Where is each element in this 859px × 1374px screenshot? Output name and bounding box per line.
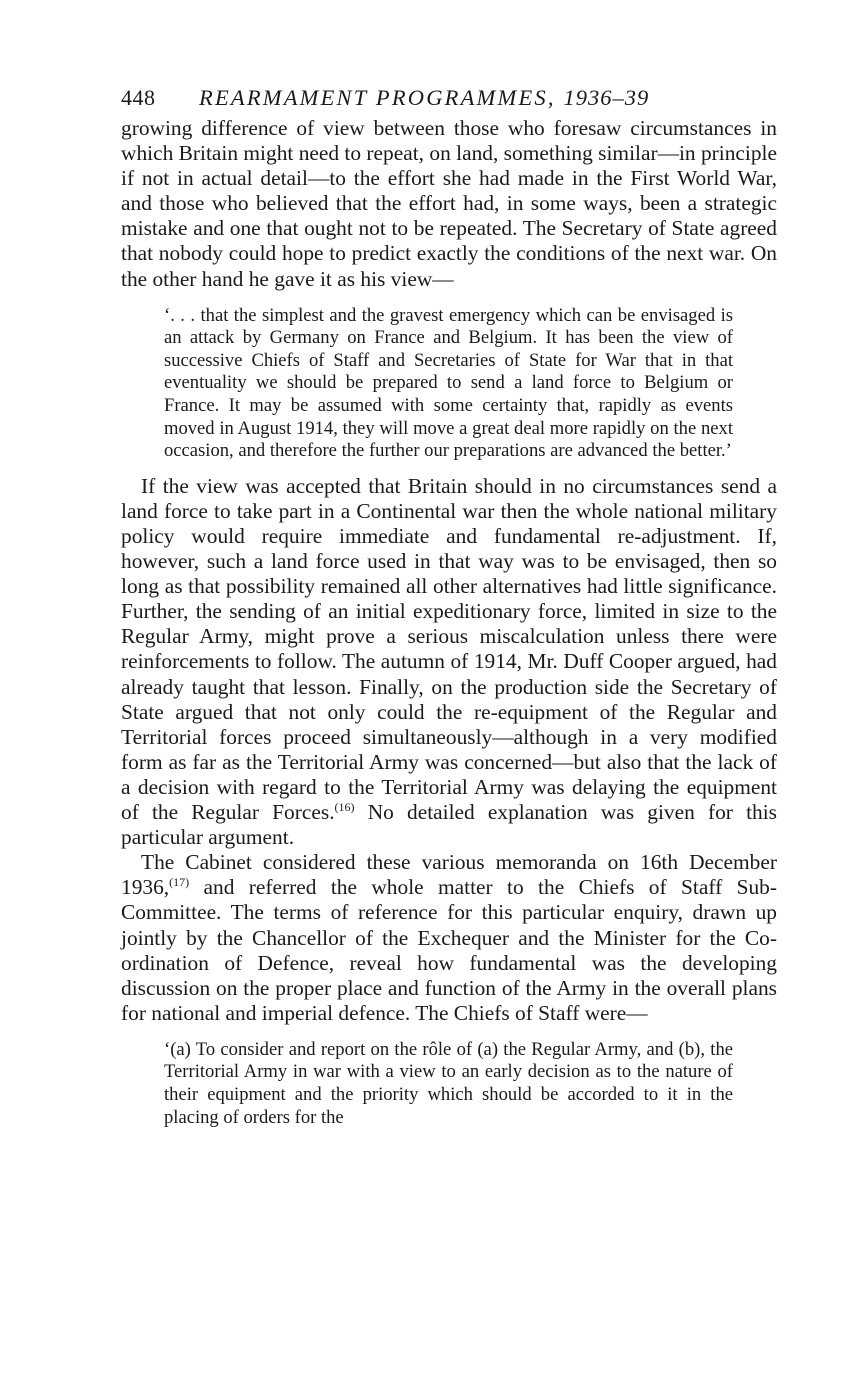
running-title [199, 80, 649, 116]
paragraph-cabinet-memoranda [121, 850, 777, 1026]
book-page [121, 80, 777, 1129]
running-title-years: 1936–39 [563, 85, 650, 110]
block-quote-secretary-of-state: ‘. . . that the simplest and the gravest emergency which can be envisaged is an attack by Germany on France and Belgium. It has been the view of successive Chiefs of Staff and Secretaries of State for War that in that eventuality we should be prepared to send a land force to Belgium or France. It may be assumed with some certainty that, rapidly as events moved in August 1914, they will move a great deal more rapidly on the next occasion, and therefore the further our preparations are advanced the better.’ [164, 304, 733, 462]
paragraph-continental-war [121, 474, 777, 850]
paragraph-text: and referred the whole matter to the Chiefs of Staff Sub-Committee. The terms of reference for this particular enquiry, drawn up jointly by the Chancellor of the Exchequer and the Minister for the Co-ordination of Defence, reveal how fundamental was the developing discussion on the proper place and function of the Army in the overall plans for national and imperial defence. The Chiefs of Staff were— [121, 875, 777, 1025]
paragraph-text: The Cabinet considered these various memoranda on 16th December 1936, [121, 850, 777, 900]
paragraph-continued: growing difference of view between those who foresaw circumstances in which Britain might need to repeat, on land, something similar—in principle if not in actual detail—to the effort she had made in the First World War, and those who believed that the effort had, in some ways, been a strategic mistake and one that ought not to be repeated. The Secretary of State agreed that nobody could hope to predict exactly the conditions of the next war. On the other hand he gave it as his view— [121, 116, 777, 291]
block-quote-terms-of-reference: ‘(a) To consider and report on the rôle of (a) the Regular Army, and (b), the Territorial Army in war with a view to an early decision as to the nature of their equipment and the priority which should be accorded to it in the placing of orders for the [164, 1038, 733, 1128]
footnote-reference-16: (16) [334, 800, 355, 815]
footnote-reference-17: (17) [169, 875, 190, 890]
running-head [121, 80, 777, 116]
page-number: 448 [121, 85, 156, 110]
running-title-text: REARMAMENT PROGRAMMES, [199, 85, 556, 110]
paragraph-text: If the view was accepted that Britain should in no circumstances send a land force to take part in a Continental war then the whole national military policy would require immediate and fundamental re-adjustment. If, however, such a land force used in that way was to be envisaged, then so long as that possibility remained all other alternatives had little significance. Further, the sending of an initial expeditionary force, limited in size to the Regular Army, might prove a serious miscalculation unless there were reinforcements to follow. The autumn of 1914, Mr. Duff Cooper argued, had already taught that lesson. Finally, on the production side the Secretary of State argued that not only could the re-equipment of the Regular and Territorial forces proceed simultaneously—although in a very modified form as far as the Territorial Army was concerned—but also that the lack of a decision with regard to the Territorial Army was delaying the equipment of the Regular Forces. [121, 473, 777, 825]
paragraph-text: No detailed explanation was given for this particular argument. [121, 800, 777, 850]
